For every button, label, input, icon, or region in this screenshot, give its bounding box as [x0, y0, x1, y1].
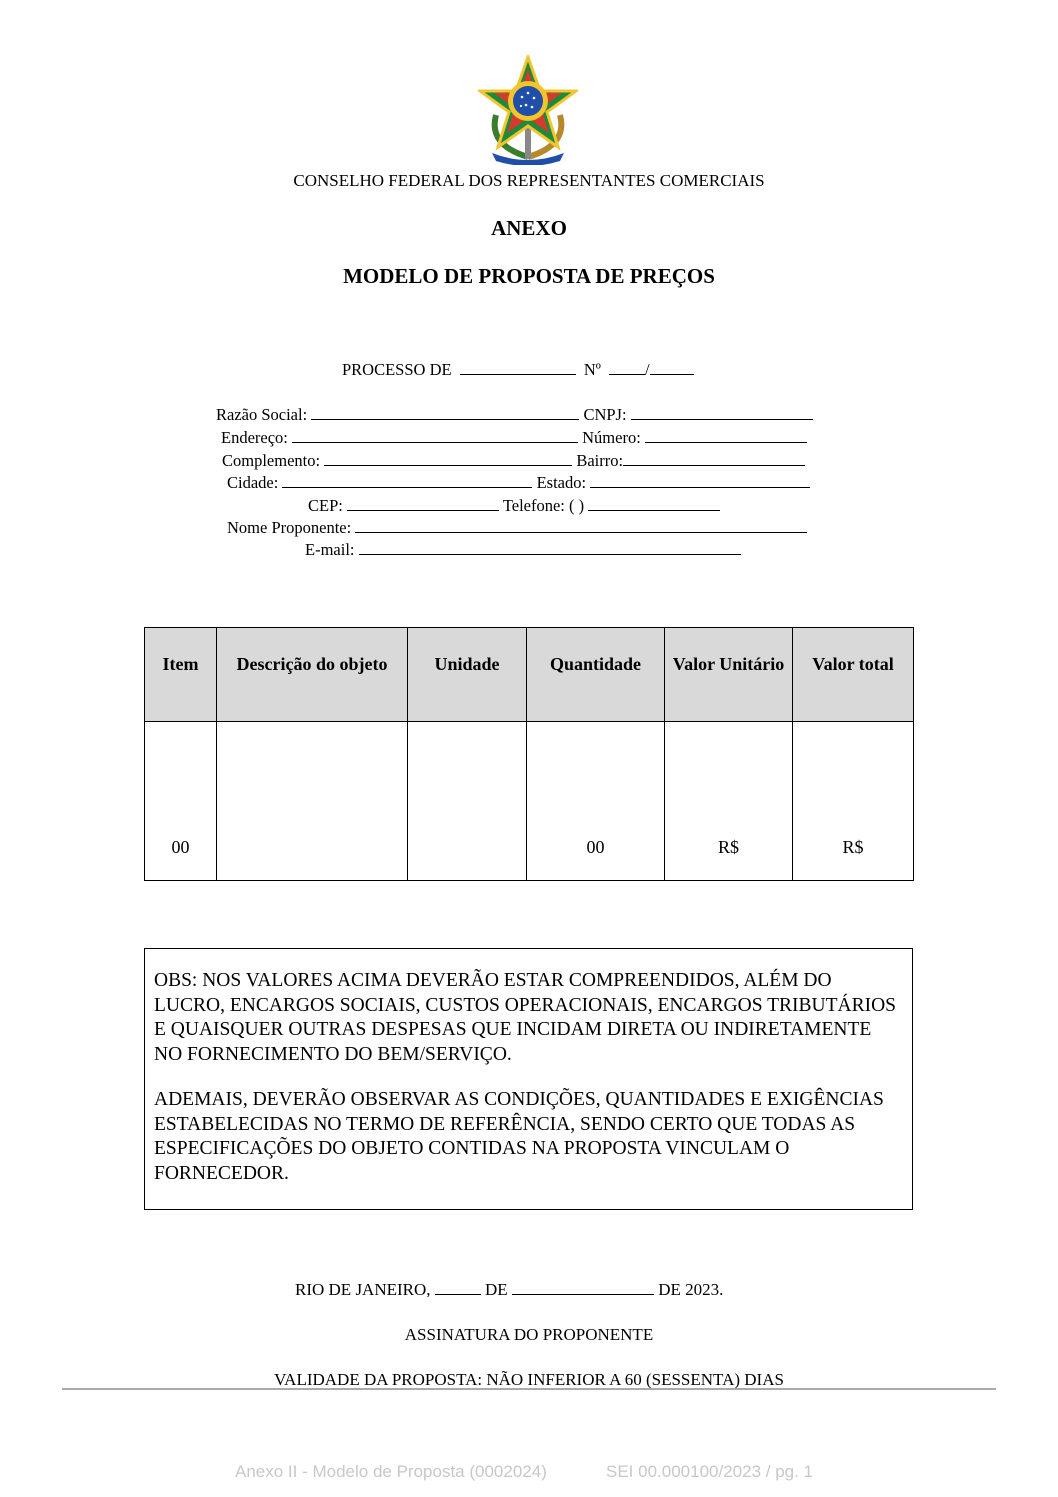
- row-endereco: [221, 428, 807, 448]
- cnpj-label: CNPJ:: [583, 405, 627, 424]
- column-header-valor-total: Valor total: [793, 628, 914, 722]
- numero-field[interactable]: [645, 428, 807, 443]
- process-line: [342, 360, 694, 380]
- cep-field[interactable]: [347, 496, 499, 511]
- observation-paragraph: ADEMAIS, DEVERÃO OBSERVAR AS CONDIÇÕES, QUANTIDADES E EXIGÊNCIAS ESTABELECIDAS NO TERMO DE REFERÊNCIA, SENDO CERTO QUE TODAS AS ESPECIFICAÇÕES DO OBJETO CONTIDAS NA PROPOSTA VINCULAM O FORNECEDOR.: [154, 1089, 884, 1184]
- cell-descricao[interactable]: [217, 722, 408, 881]
- cell-item[interactable]: 00: [145, 722, 217, 881]
- footer-page-ref: SEI 00.000100/2023 / pg. 1: [606, 1462, 814, 1481]
- validity-note: VALIDADE DA PROPOSTA: NÃO INFERIOR A 60 (SESSENTA) DIAS: [274, 1370, 784, 1389]
- column-header-descricao: Descrição do objeto: [217, 628, 408, 722]
- endereco-field[interactable]: [292, 428, 578, 443]
- complemento-label: Complemento:: [222, 451, 321, 470]
- process-year-blank[interactable]: [650, 360, 694, 375]
- day-blank[interactable]: [435, 1280, 481, 1295]
- email-field[interactable]: [359, 540, 741, 555]
- estado-label: Estado:: [536, 473, 587, 492]
- row-nome-proponente: [227, 518, 807, 538]
- row-razao-social: [216, 405, 813, 425]
- table-header-row: [145, 628, 914, 722]
- estado-field[interactable]: [590, 473, 810, 488]
- coat-of-arms-emblem: [478, 55, 578, 165]
- table-row: [145, 722, 914, 881]
- cell-valor-unitario[interactable]: R$: [665, 722, 793, 881]
- column-header-valor-unitario: Valor Unitário: [665, 628, 793, 722]
- city-label: RIO DE JANEIRO,: [295, 1280, 431, 1299]
- date-line: [295, 1280, 723, 1300]
- cidade-label: Cidade:: [227, 473, 279, 492]
- annex-heading: ANEXO: [491, 216, 567, 240]
- endereco-label: Endereço:: [221, 428, 288, 447]
- cell-quantidade[interactable]: 00: [527, 722, 665, 881]
- razao-social-label: Razão Social:: [216, 405, 308, 424]
- email-label: E-mail:: [305, 540, 355, 559]
- process-label: PROCESSO DE: [342, 360, 452, 379]
- row-email: [305, 540, 741, 560]
- row-cidade: [227, 473, 810, 493]
- signature-label: ASSINATURA DO PROPONENTE: [404, 1325, 654, 1344]
- telefone-field[interactable]: [588, 496, 720, 511]
- bairro-field[interactable]: [623, 451, 805, 466]
- observation-paragraph: OBS: NOS VALORES ACIMA DEVERÃO ESTAR COMPREENDIDOS, ALÉM DO LUCRO, ENCARGOS SOCIAIS, CUSTOS OPERACIONAIS, ENCARGOS TRIBUTÁRIOS E QUAISQUER OUTRAS DESPESAS QUE INCIDAM DIRETA OU INDIRETAMENTE NO FORNECIMENTO DO BEM/SERVIÇO.: [154, 970, 897, 1065]
- organization-name: CONSELHO FEDERAL DOS REPRESENTANTES COMERCIAIS: [293, 171, 765, 190]
- row-complemento: [222, 451, 805, 471]
- column-header-unidade: Unidade: [408, 628, 527, 722]
- row-cep: [308, 496, 720, 516]
- numero-label: Número:: [582, 428, 641, 447]
- divider: [62, 1388, 996, 1390]
- price-table: [144, 627, 914, 881]
- document-title: MODELO DE PROPOSTA DE PREÇOS: [343, 264, 715, 288]
- razao-social-field[interactable]: [311, 405, 579, 420]
- column-header-item: Item: [145, 628, 217, 722]
- cell-unidade[interactable]: [408, 722, 527, 881]
- process-number-label: Nº: [583, 360, 601, 379]
- complemento-field[interactable]: [324, 451, 572, 466]
- process-blank[interactable]: [460, 360, 576, 375]
- year-label: DE 2023.: [658, 1280, 724, 1299]
- process-slash: /: [645, 360, 650, 379]
- nome-proponente-field[interactable]: [355, 518, 807, 533]
- bairro-label: Bairro:: [576, 451, 624, 470]
- month-blank[interactable]: [512, 1280, 654, 1295]
- cidade-field[interactable]: [282, 473, 532, 488]
- de-label: DE: [485, 1280, 508, 1299]
- footer-document-id: Anexo II - Modelo de Proposta (0002024): [235, 1462, 547, 1481]
- nome-proponente-label: Nome Proponente:: [227, 518, 352, 537]
- cep-label: CEP:: [308, 496, 343, 515]
- cnpj-field[interactable]: [631, 405, 813, 420]
- process-number-blank[interactable]: [609, 360, 645, 375]
- observations-box: [144, 948, 913, 1210]
- telefone-label: Telefone: ( ): [502, 496, 585, 515]
- cell-valor-total[interactable]: R$: [793, 722, 914, 881]
- column-header-quantidade: Quantidade: [527, 628, 665, 722]
